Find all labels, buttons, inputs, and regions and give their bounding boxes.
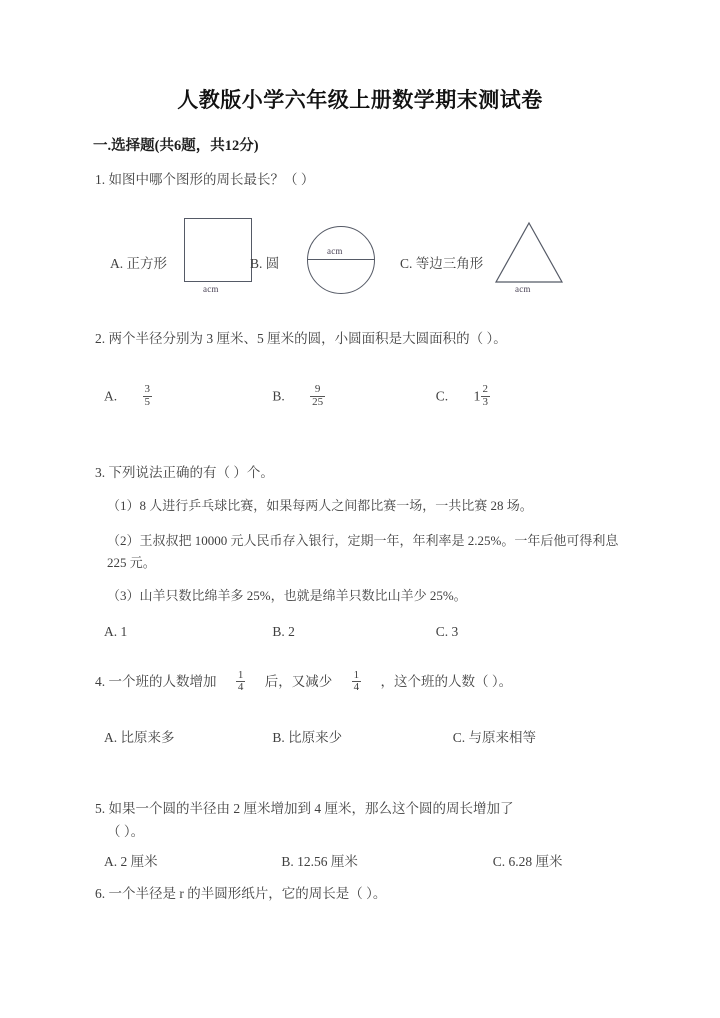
- question-5-option-c[interactable]: C. 6.28 厘米: [492, 854, 563, 869]
- question-6-text: 6. 一个半径是 r 的半圆形纸片，它的周长是（ ）。: [95, 886, 387, 901]
- question-2-option-c[interactable]: [436, 385, 490, 410]
- mixed-whole-part: 1: [473, 389, 481, 405]
- fraction-denominator: 4: [353, 681, 360, 694]
- question-4-text-before: 4. 一个班的人数增加: [95, 674, 217, 689]
- triangle-side-label: acm: [515, 284, 531, 294]
- section-heading-multiple-choice: 一.选择题(共6题，共12分): [93, 138, 259, 154]
- question-1-option-c-label: C. 等边三角形: [400, 256, 484, 271]
- fraction-denominator: 25: [312, 395, 324, 408]
- question-5-text-line-2: （ ）。: [107, 824, 145, 839]
- question-3-statement-1: （1）8 人进行乒乓球比赛，如果每两人之间都比赛一场，一共比赛 28 场。: [107, 498, 533, 513]
- mixed-number-1-2-3: [474, 385, 491, 410]
- question-3-text: 3. 下列说法正确的有（ ）个。: [95, 465, 274, 480]
- question-5-option-b[interactable]: B. 12.56 厘米: [281, 854, 358, 869]
- question-3-option-b[interactable]: B. 2: [272, 624, 295, 639]
- circle-diameter-label: acm: [327, 246, 343, 256]
- fraction-numerator: 2: [482, 383, 489, 395]
- question-1-figure-row: [0, 210, 720, 306]
- question-3-statement-2: （2）王叔叔把 10000 元人民币存入银行，定期一年，年利率是 2.25%。一年后他可得利息 225 元。: [107, 533, 619, 570]
- option-key: A.: [104, 388, 118, 404]
- option-key: B.: [272, 388, 285, 404]
- question-4-text-after: ，这个班的人数（ ）。: [380, 674, 513, 689]
- question-4-text-middle: 后，又减少: [264, 674, 333, 689]
- question-3-option-c[interactable]: C. 3: [435, 624, 459, 639]
- question-5-options: [104, 850, 664, 870]
- question-4-options: [104, 726, 664, 746]
- option-key: C.: [435, 388, 449, 404]
- question-2-option-b[interactable]: [272, 385, 432, 410]
- question-3-option-a[interactable]: A. 1: [104, 624, 128, 639]
- question-3-statement-3: （3）山羊只数比绵羊多 25%，也就是绵羊只数比山羊少 25%。: [107, 588, 467, 603]
- question-2-options: [104, 385, 664, 410]
- fraction-denominator: 5: [144, 395, 150, 408]
- question-5-text-line-1: 5. 如果一个圆的半径由 2 厘米增加到 4 厘米，那么这个圆的周长增加了: [95, 801, 514, 816]
- square-shape: [184, 218, 252, 282]
- fraction-1-4-first: [236, 670, 246, 695]
- question-2-text: 2. 两个半径分别为 3 厘米、5 厘米的圆，小圆面积是大圆面积的（ ）。: [95, 331, 507, 346]
- circle-shape: [307, 226, 375, 294]
- question-4-option-b[interactable]: B. 比原来少: [272, 730, 343, 745]
- square-side-label: acm: [203, 284, 219, 294]
- circle-diameter-line: [307, 259, 375, 260]
- fraction-3-5: [143, 384, 153, 409]
- question-3-options: [104, 624, 664, 640]
- fraction-denominator: 3: [482, 395, 489, 408]
- fraction-numerator: 1: [237, 668, 244, 681]
- question-4-text: [95, 670, 635, 695]
- question-4-option-c[interactable]: C. 与原来相等: [452, 730, 537, 745]
- triangle-shape: [493, 220, 565, 286]
- question-1-text: 1. 如图中哪个图形的周长最长？（ ）: [95, 172, 315, 187]
- fraction-numerator: 3: [144, 383, 150, 395]
- fraction-numerator: 1: [353, 668, 360, 681]
- page-title: 人教版小学六年级上册数学期末测试卷: [177, 88, 543, 112]
- fraction-denominator: 4: [237, 681, 244, 694]
- question-5-option-a[interactable]: A. 2 厘米: [104, 854, 158, 869]
- fraction-9-25: [310, 384, 325, 409]
- question-1-option-a-label: A. 正方形: [110, 256, 167, 271]
- question-1-option-b-label: B. 圆: [250, 256, 280, 271]
- fraction-numerator: 9: [314, 383, 321, 395]
- fraction-1-4-second: [352, 670, 362, 695]
- question-2-option-a[interactable]: [104, 385, 269, 410]
- question-4-option-a[interactable]: A. 比原来多: [104, 730, 175, 745]
